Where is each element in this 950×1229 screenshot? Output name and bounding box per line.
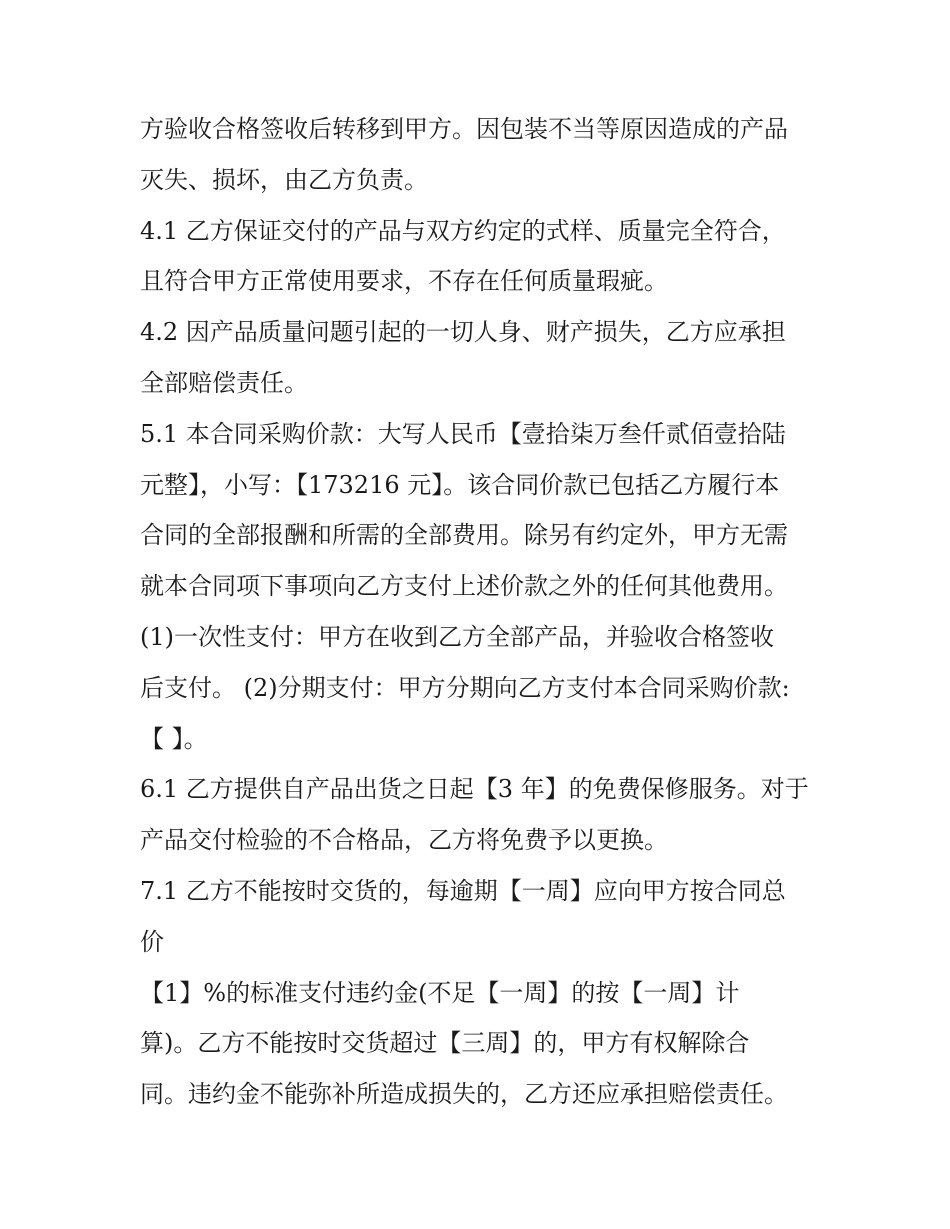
text-line: 【 】。	[140, 724, 208, 753]
text-line: 且符合甲方正常使用要求，不存在任何质量瑕疵。	[140, 267, 668, 296]
text-line: 合同的全部报酬和所需的全部费用。除另有约定外，甲方无需	[140, 521, 788, 550]
clause-4-2: 4.2 因产品质量问题引起的一切人身、财产损失，乙方应承担	[140, 318, 786, 347]
clause-7-1: 7.1 乙方不能按时交货的，每逾期【一周】应向甲方按合同总	[140, 876, 786, 905]
text-line: 元整】，小写：【173216 元】。该合同价款已包括乙方履行本	[140, 470, 780, 499]
text-line: 方验收合格签收后转移到甲方。因包装不当等原因造成的产品	[140, 115, 788, 143]
payment-option-2: 后支付。 (2)分期支付：甲方分期向乙方支付本合同采购价款:	[140, 673, 790, 702]
text-line: 价	[140, 927, 164, 956]
clause-5-1: 5.1 本合同采购价款：大写人民币【壹拾柒万叁仟贰佰壹拾陆	[140, 419, 786, 448]
payment-option-1: (1)一次性支付：甲方在收到乙方全部产品，并验收合格签收	[140, 622, 774, 651]
contract-text	[140, 104, 830, 1120]
clause-4-1: 4.1 乙方保证交付的产品与双方约定的式样、质量完全符合，	[140, 216, 786, 245]
text-line: 全部赔偿责任。	[140, 368, 308, 397]
text-line: 算)。乙方不能按时交货超过【三周】的，甲方有权解除合	[140, 1029, 750, 1058]
text-line: 产品交付检验的不合格品，乙方将免费予以更换。	[140, 826, 668, 855]
text-line: 就本合同项下事项向乙方支付上述价款之外的任何其他费用。	[140, 572, 788, 601]
text-line: 灭失、损坏，由乙方负责。	[140, 165, 428, 194]
text-line: 【1】%的标准支付违约金(不足【一周】的按【一周】计	[140, 978, 740, 1007]
clause-6-1: 6.1 乙方提供自产品出货之日起【3 年】的免费保修服务。对于	[140, 775, 809, 804]
text-line: 同。违约金不能弥补所造成损失的，乙方还应承担赔偿责任。	[140, 1080, 788, 1109]
